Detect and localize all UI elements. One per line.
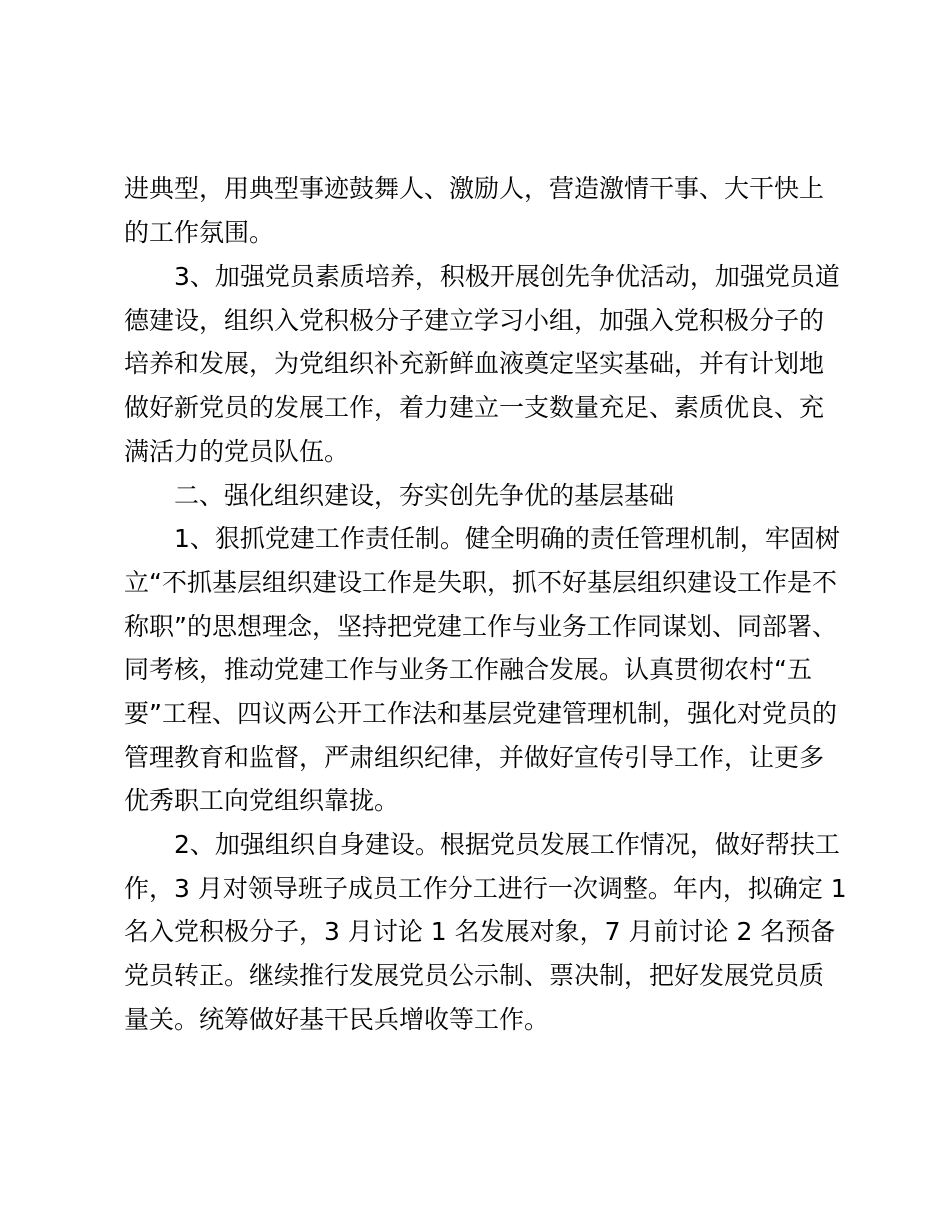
text-line: 德建设，组织入党积极分子建立学习小组，加强入党积极分子的 [124, 306, 825, 335]
text-line: 满活力的党员队伍。 [124, 437, 350, 466]
text-line: 的工作氛围。 [124, 218, 275, 247]
text-line: 量关。统筹做好基干民兵增收等工作。 [124, 1005, 550, 1034]
text-line: 作，3 月对领导班子成员工作分工进行一次调整。年内，拟确定 1 [124, 874, 847, 903]
text-line: 1、狠抓党建工作责任制。健全明确的责任管理机制，牢固树 [174, 524, 840, 553]
text-line: 2、加强组织自身建设。根据党员发展工作情况，做好帮扶工 [174, 830, 840, 859]
text-line: 3、加强党员素质培养，积极开展创先争优活动，加强党员道 [174, 262, 840, 291]
text-line: 培养和发展，为党组织补充新鲜血液奠定坚实基础，并有计划地 [124, 349, 825, 378]
text-line: 要”工程、四议两公开工作法和基层党建管理机制，强化对党员的 [124, 699, 837, 728]
text-line: 称职”的思想理念，坚持把党建工作与业务工作同谋划、同部署、 [124, 612, 837, 641]
text-line: 进典型，用典型事迹鼓舞人、激励人，营造激情干事、大干快上 [124, 174, 825, 203]
text-line: 立“不抓基层组织建设工作是失职，抓不好基层组织建设工作是不 [124, 568, 837, 597]
text-line: 党员转正。继续推行发展党员公示制、票决制，把好发展党员质 [124, 961, 825, 990]
text-line: 优秀职工向党组织靠拢。 [124, 786, 400, 815]
text-line: 同考核，推动党建工作与业务工作融合发展。认真贯彻农村“五 [124, 655, 812, 684]
text-line: 名入党积极分子，3 月讨论 1 名发展对象，7 月前讨论 2 名预备 [124, 917, 836, 946]
text-line: 做好新党员的发展工作，着力建立一支数量充足、素质优良、充 [124, 393, 825, 422]
section-heading: 二、强化组织建设，夯实创先争优的基层基础 [174, 481, 675, 510]
text-line: 管理教育和监督，严肃组织纪律，并做好宣传引导工作，让更多 [124, 743, 825, 772]
